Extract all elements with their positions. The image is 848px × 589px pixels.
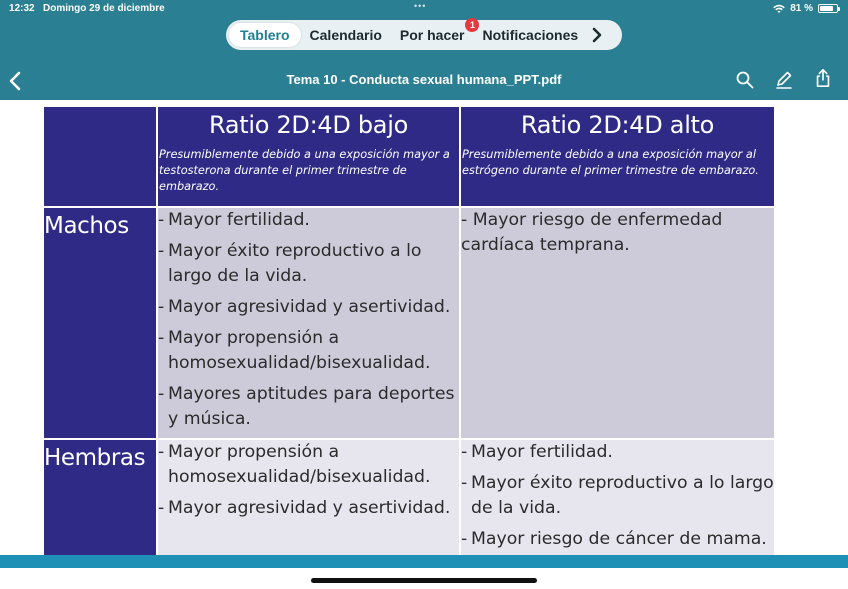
cell-hembras-low bbox=[157, 439, 460, 559]
top-band bbox=[0, 20, 848, 100]
cell-machos-low bbox=[157, 207, 460, 439]
pen-markup-icon[interactable] bbox=[774, 70, 794, 90]
list-item: - Mayor fertilidad. bbox=[461, 442, 613, 462]
list-item: - Mayor riesgo de enfermedad cardíaca temprana. bbox=[461, 210, 723, 255]
column-header-low bbox=[157, 106, 460, 207]
column-heading-high: Ratio 2D:4D alto bbox=[520, 111, 715, 139]
cell-machos-high bbox=[460, 207, 775, 439]
document-title: Tema 10 - Conducta sexual humana_PPT.pdf bbox=[286, 72, 562, 87]
slide-footer-band bbox=[0, 555, 848, 568]
column-header-high bbox=[460, 106, 775, 207]
tab-notificaciones[interactable]: Notificaciones bbox=[482, 27, 579, 43]
list-item: - Mayor propensión a homosexualidad/bisexualidad. bbox=[158, 328, 431, 373]
list-item: - Mayor riesgo de cáncer de mama. bbox=[461, 529, 767, 549]
column-subtitle-high: Presumiblemente debido a una exposición mayor al estrógeno durante el primer trimestre de embarazo. bbox=[462, 148, 759, 177]
row-label-machos: Machos bbox=[43, 207, 157, 439]
status-time: 12:32 bbox=[9, 3, 35, 14]
ratio-table bbox=[42, 105, 776, 560]
column-heading-low: Ratio 2D:4D bajo bbox=[209, 111, 408, 139]
share-icon[interactable] bbox=[813, 68, 833, 88]
status-bar bbox=[0, 0, 848, 20]
battery-percent: 81 % bbox=[790, 3, 813, 14]
notification-badge: 1 bbox=[465, 18, 479, 32]
home-indicator[interactable] bbox=[311, 578, 537, 583]
column-subtitle-low: Presumiblemente debido a una exposición mayor a testosterona durante el primer trimestre de embarazo. bbox=[159, 148, 450, 193]
search-icon[interactable] bbox=[735, 70, 755, 90]
list-item: - Mayor agresividad y asertividad. bbox=[158, 297, 451, 317]
list-item: - Mayor fertilidad. bbox=[158, 210, 310, 230]
chevron-right-icon[interactable] bbox=[589, 23, 605, 47]
pdf-slide[interactable] bbox=[0, 100, 848, 555]
tab-switcher bbox=[226, 20, 622, 50]
list-item: - Mayores aptitudes para deportes y música. bbox=[158, 384, 455, 429]
cell-hembras-high bbox=[460, 439, 775, 559]
table-corner-cell bbox=[43, 106, 157, 207]
status-date: Domingo 29 de diciembre bbox=[43, 3, 165, 14]
tab-por-hacer[interactable] bbox=[391, 20, 475, 47]
tab-calendario[interactable]: Calendario bbox=[309, 27, 382, 43]
list-item: - Mayor éxito reproductivo a lo largo de la vida. bbox=[158, 241, 422, 286]
status-right bbox=[773, 3, 838, 14]
tab-tablero[interactable]: Tablero bbox=[229, 23, 301, 47]
wifi-icon bbox=[773, 4, 785, 14]
battery-fill bbox=[820, 6, 833, 11]
list-item: - Mayor éxito reproductivo a lo largo de la vida. bbox=[461, 473, 774, 518]
row-label-hembras: Hembras bbox=[43, 439, 157, 559]
multitasking-dots-icon[interactable]: ••• bbox=[414, 1, 427, 11]
battery-icon bbox=[818, 4, 838, 13]
list-item: - Mayor agresividad y asertividad. bbox=[158, 498, 451, 518]
list-item: - Mayor propensión a homosexualidad/bisexualidad. bbox=[158, 442, 431, 487]
tab-por-hacer-label: Por hacer bbox=[399, 27, 465, 43]
